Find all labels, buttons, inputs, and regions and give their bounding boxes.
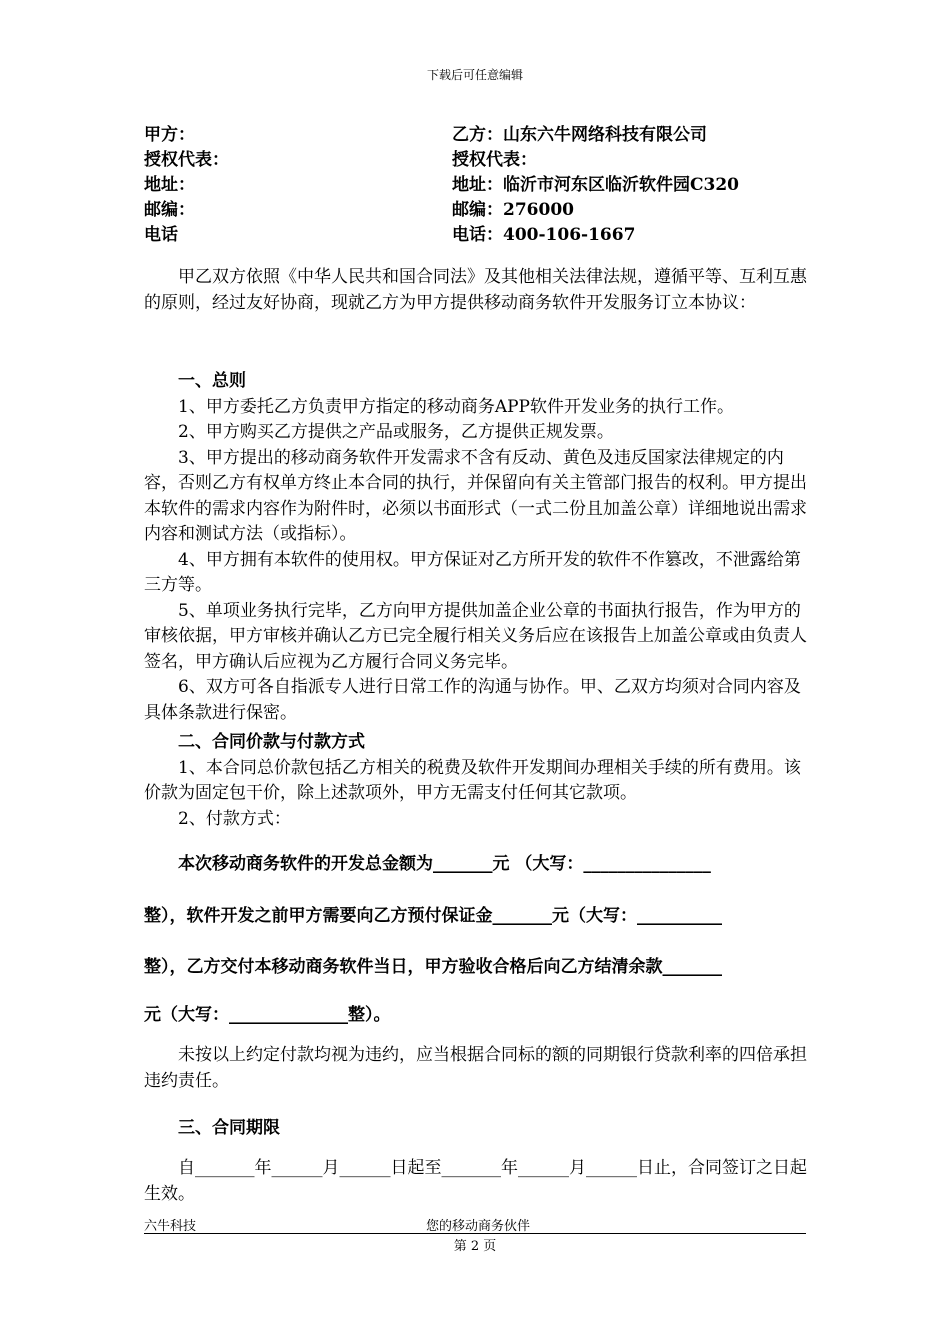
page-number: 第 2 页 bbox=[453, 1239, 497, 1254]
clause-1-2: 2、甲方购买乙方提供之产品或服务，乙方提供正规发票。 bbox=[178, 422, 614, 442]
payment-line-4: 元（大写：______________整）。 bbox=[144, 1005, 391, 1025]
intro-text: 甲乙双方依照《中华人民共和国合同法》及其他相关法律法规，遵循平等、互利互惠的原则，经过友好协商，现就乙方为甲方提供移动商务软件开发服务订立本协议： bbox=[144, 267, 807, 313]
section-general-title: 一、总则 bbox=[178, 371, 246, 391]
footer-company: 六牛科技 bbox=[144, 1219, 197, 1234]
term-paragraph bbox=[144, 1156, 808, 1207]
section-term-title: 三、合同期限 bbox=[178, 1118, 280, 1138]
clause-1-3: 3、甲方提出的移动商务软件开发需求不含有反动、黄色及违反国家法律规定的内容，否则乙方有权单方终止本合同的执行，并保留向有关主管部门报告的权利。甲方提出本软件的需求内容作为附件时，必须以书面形式（一式二份且加盖公章）详细地说出需求内容和测试方法（或指标）。 bbox=[144, 447, 807, 544]
footer-divider bbox=[144, 1233, 806, 1234]
party-a-address-label: 地址： bbox=[144, 175, 195, 195]
payment-line-2: 整），软件开发之前甲方需要向乙方预付保证金_______元（大写：__________ bbox=[144, 906, 722, 926]
intro-paragraph bbox=[144, 265, 808, 316]
section-general bbox=[144, 369, 808, 726]
party-a-label: 甲方： bbox=[144, 125, 195, 145]
party-b-name: 乙方：山东六牛网络科技有限公司 bbox=[452, 125, 707, 145]
clause-1-1: 1、甲方委托乙方负责甲方指定的移动商务APP软件开发业务的执行工作。 bbox=[178, 396, 734, 417]
party-a-rep-label: 授权代表： bbox=[144, 150, 229, 170]
penalty-text: 未按以上约定付款均视为违约，应当根据合同标的额的同期银行贷款利率的四倍承担违约责任。 bbox=[144, 1045, 807, 1091]
party-b-postcode: 邮编：276000 bbox=[452, 200, 574, 220]
section-term bbox=[144, 1116, 808, 1142]
clause-1-5: 5、单项业务执行完毕，乙方向甲方提供加盖企业公章的书面执行报告，作为甲方的审核依据，甲方审核并确认乙方已完全履行相关义务后应在该报告上加盖公章或由负责人签名，甲方确认后应视为乙方履行合同义务完毕。 bbox=[144, 600, 807, 672]
clause-2-1: 1、本合同总价款包括乙方相关的税费及软件开发期间办理相关手续的所有费用。该价款为固定包干价，除上述款项外，甲方无需支付任何其它款项。 bbox=[144, 757, 801, 803]
section-payment bbox=[144, 730, 808, 832]
footer-slogan: 您的移动商务伙伴 bbox=[426, 1219, 531, 1234]
party-b-rep-label: 授权代表： bbox=[452, 150, 537, 170]
clause-1-4: 4、甲方拥有本软件的使用权。甲方保证对乙方所开发的软件不作篡改，不泄露给第三方等。 bbox=[144, 549, 801, 595]
penalty-paragraph bbox=[144, 1043, 808, 1094]
party-b-phone: 电话：400-106-1667 bbox=[452, 225, 636, 245]
party-a-postcode-label: 邮编： bbox=[144, 200, 195, 220]
clause-2-2: 2、付款方式： bbox=[178, 808, 291, 829]
term-text: 自_______年______月______日起至_______年______月______日止，合同签订之日起生效。 bbox=[144, 1158, 807, 1204]
payment-line-3: 整），乙方交付本移动商务软件当日，甲方验收合格后向乙方结清余款_______ bbox=[144, 957, 722, 977]
payment-line-1: 本次移动商务软件的开发总金额为_______元 （大写：_______________ bbox=[178, 854, 711, 874]
header-note: 下载后可任意编辑 bbox=[426, 68, 523, 82]
clause-1-6: 6、双方可各自指派专人进行日常工作的沟通与协作。甲、乙双方均须对合同内容及具体条款进行保密。 bbox=[144, 677, 801, 723]
party-a-phone-label: 电话 bbox=[144, 225, 178, 245]
section-payment-title: 二、合同价款与付款方式 bbox=[178, 732, 365, 752]
party-b-address: 地址：临沂市河东区临沂软件园C320 bbox=[452, 175, 740, 195]
